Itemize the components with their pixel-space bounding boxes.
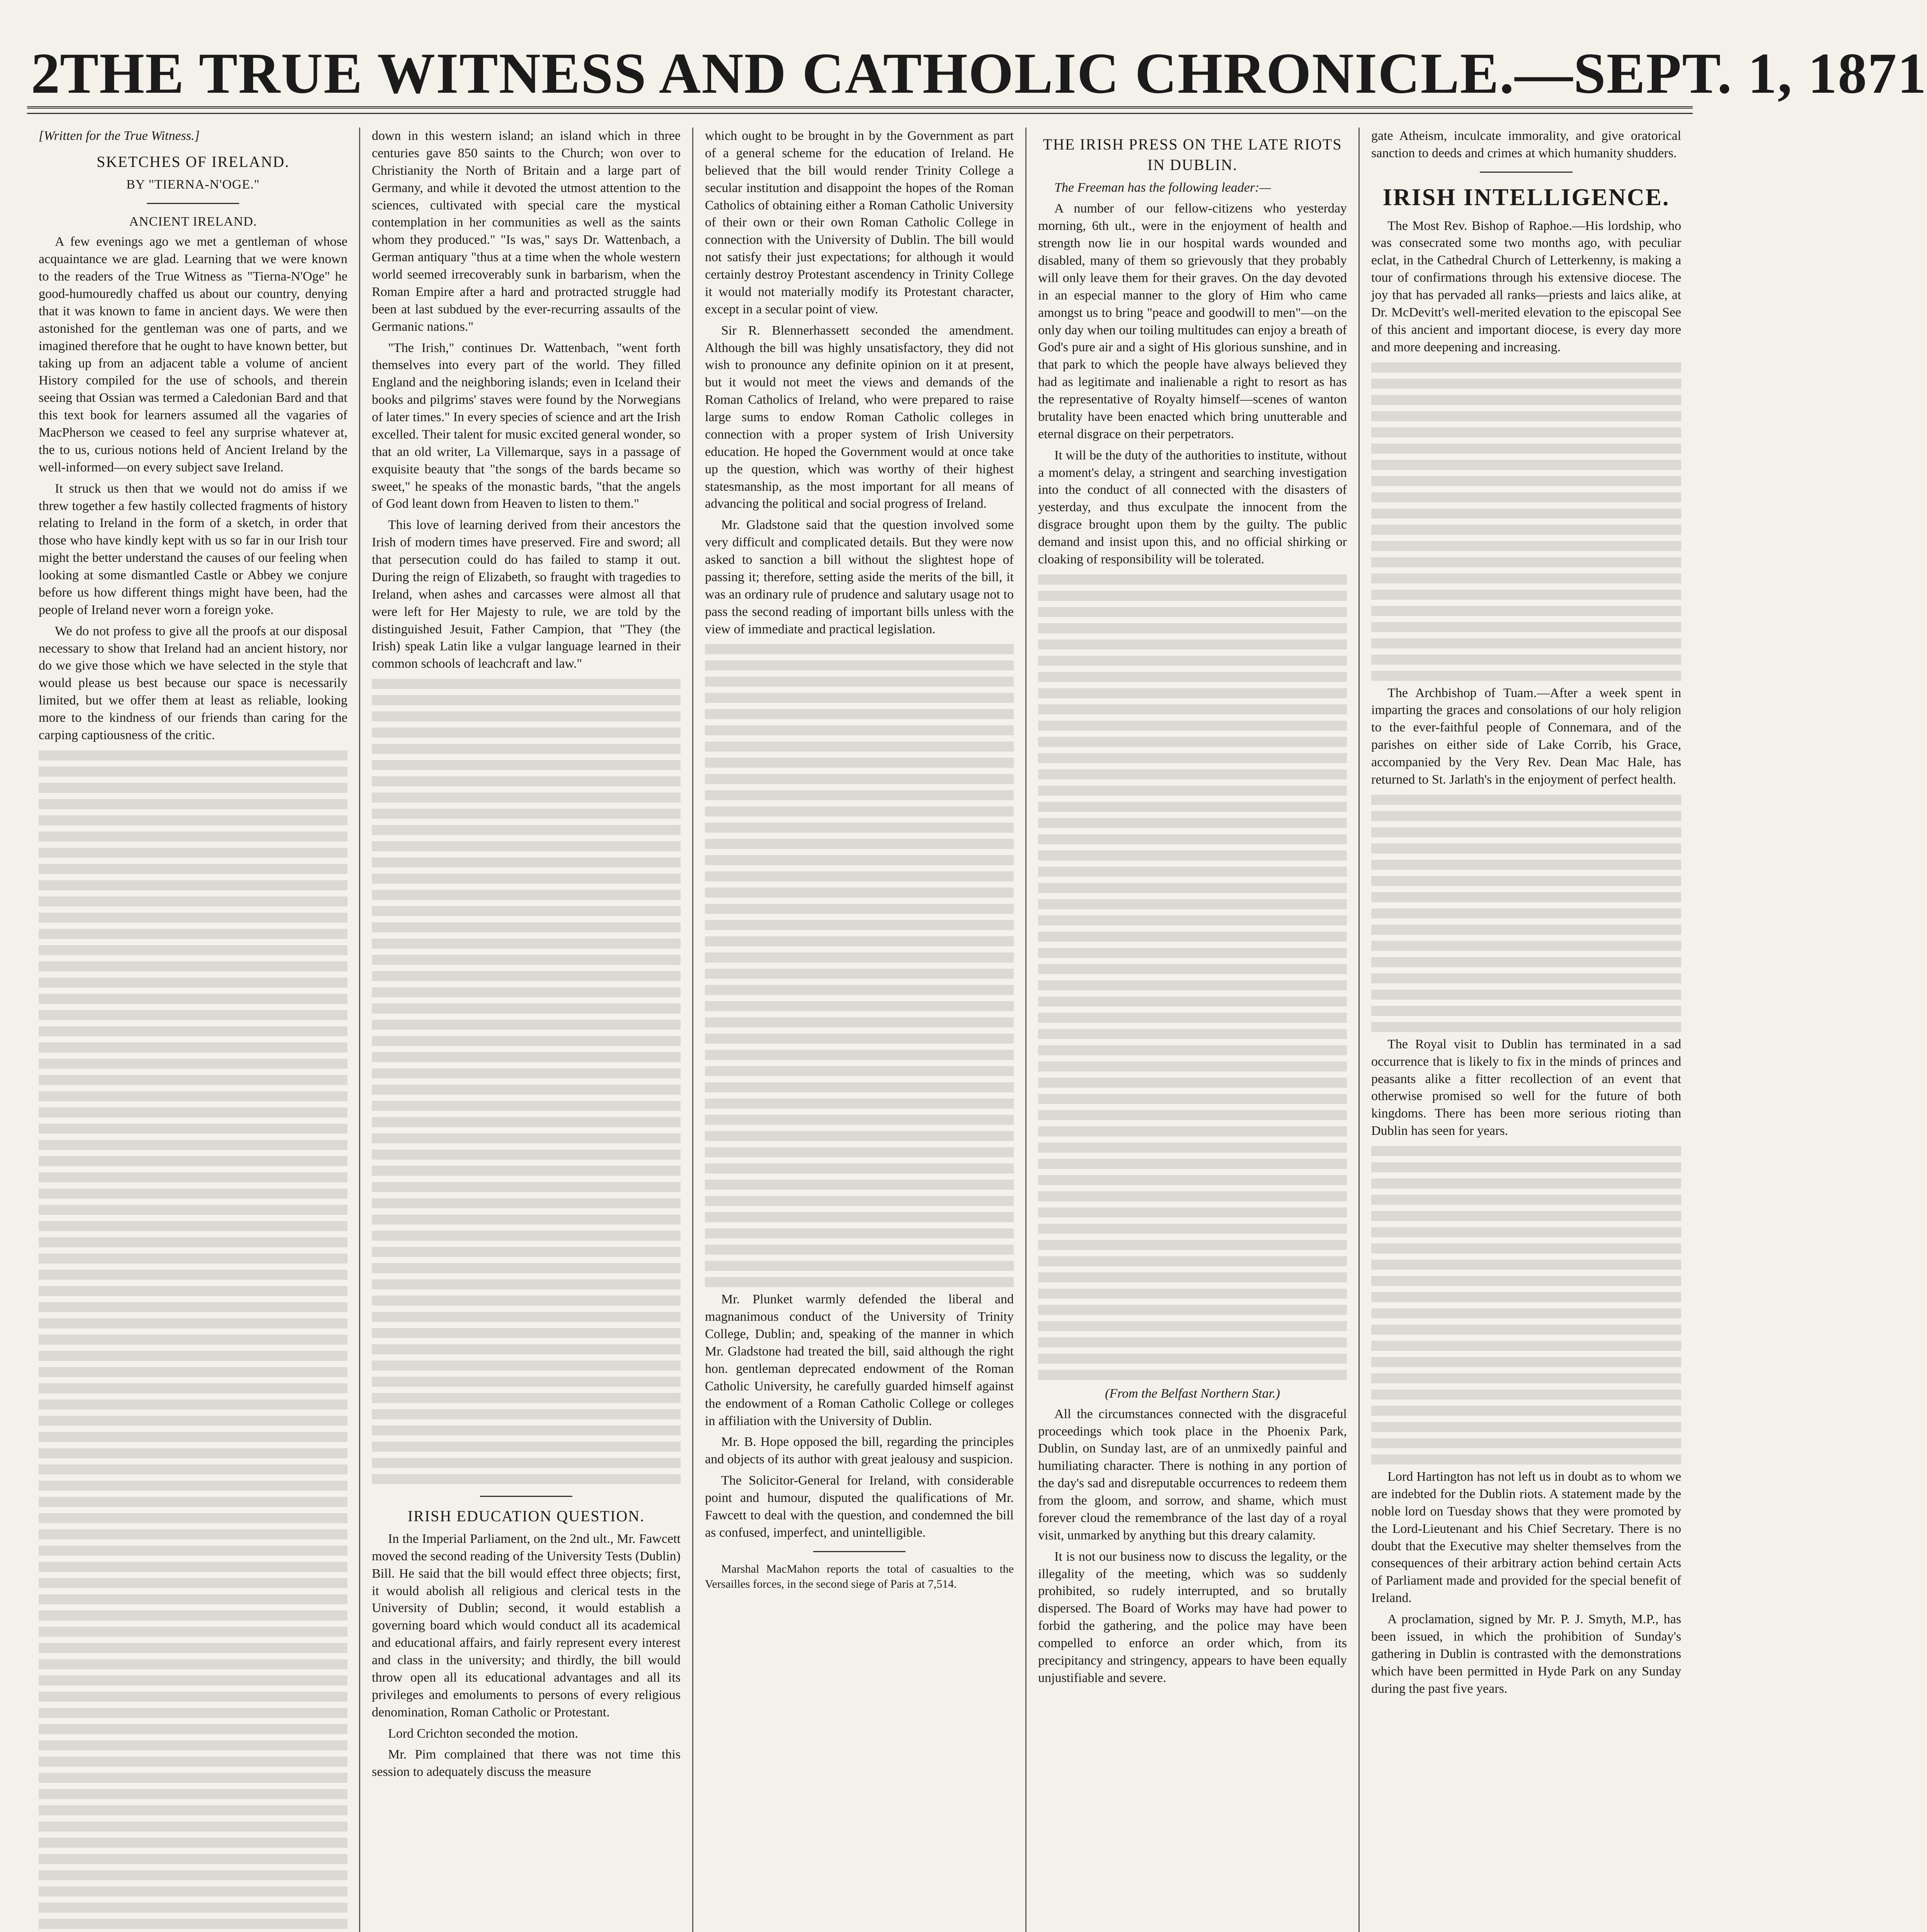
column-4 [1026,128,1360,1932]
paragraph: Sir R. Blennerhassett seconded the amendment. Although the bill was highly unsatisfactory, they did not wish to pronounce any definite opinion on it at present, but it would not meet the views and demands of the Roman Catholics of Ireland, who were prepared to raise large sums to endow Roman Catholic colleges in connection with a proper system of Irish University education. He hoped the Government would at once take up the question, which was worthy of their highest statesmanship, as the most important for all means of advancing the political and social progress of Ireland. [705,323,1014,511]
article-subheadline: ANCIENT IRELAND. [129,214,257,229]
masthead [27,41,1927,109]
article-credit: [Written for the True Witness.] [39,129,200,143]
paragraph: The Freeman has the following leader:— [1054,180,1271,195]
paragraph: The Archbishop of Tuam.—After a week spent in imparting the graces and consolations of our holy religion to the ever-faithful people of Connemara, and of the parishes on either side of Lake Corrib, his Grace, accompanied by the Very Rev. Dean Mac Hale, has returned to St. Jarlath's in the enjoyment of perfect health. [1371,685,1681,787]
paragraph: "The Irish," continues Dr. Wattenbach, "went forth themselves into every part of the world. They filled England and the neighboring islands; even in Iceland their books and pilgrims' staves were found by the Norwegians of later times." In every species of science and art the Irish excelled. Their talent for music excited general wonder, so that an old writer, La Villemarque, says in a passage of exquisite beauty that "the songs of the bards became so sweet," he speaks of the monastic bards, "that the angels of God leant down from Heaven to listen to them." [372,340,681,511]
continued-text [1038,572,1347,1382]
paragraph: We do not profess to give all the proofs at our disposal necessary to show that Ireland had an ancient history, nor do we give those which we have selected in the style that would please us best because our space is necessarily limited, but we offer them at least as reliable, looking more to the kindness of our friends than caring for the carping captiousness of the critic. [39,624,347,742]
newspaper-title: THE TRUE WITNESS AND CATHOLIC CHRONICLE.—SEPT. 1, 1871 [60,41,1927,105]
paragraph: Mr. Pim complained that there was not time this session to adequately discuss the measure [372,1747,681,1779]
column-1 [27,128,360,1932]
section-headline: IRISH INTELLIGENCE. [1382,184,1670,211]
paragraph: It is not our business now to discuss the legality, or the illegality of the meeting, which was so suddenly prohibited, so rudely interrupted, and so brutally dispersed. The Board of Works may have had power to forbid the gathering, and the police may have been compelled to enforce an order which, from its precipitancy and stringency, appears to have been equally unjustifiable and severe. [1038,1549,1347,1685]
continued-text [1371,360,1681,683]
paragraph: In the Imperial Parliament, on the 2nd ult., Mr. Fawcett moved the second reading of the University Tests (Dublin) Bill. He said that the bill would effect three objects; first, it would abolish all religious and clerical tests in the University of Dublin; second, it would establish a governing board which would conduct all its academical and educational affairs, and fairly represent every interest and class in the university; and thirdly, the bill would throw open all its educational advantages and all its privileges and emoluments to persons of every religious denomination, Roman Catholic or Protestant. [372,1531,681,1719]
continued-text [39,748,347,1932]
divider [813,1551,906,1552]
paragraph: A few evenings ago we met a gentleman of whose acquaintance we are glad. Learning that we were known to the readers of the True Witness as "Tierna-N'Oge" he good-humouredly chaffed us about our country, denying that it was known to fame in ancient days. We were then astonished for the gentleman was one of parts, and we imagined therefore that he ought to have known better, but taking up from an adjacent table a volume of ancient History compiled for the use of schools, and therein seeing that Ossian was termed a Caledonian Bard and that this text book for learners assumed all the vagaries of MacPherson we ceased to feel any surprise whatever at, the to us, curious notions held of Ancient Ireland by the well-informed—on every subject save Ireland. [39,235,347,474]
paragraph: This love of learning derived from their ancestors the Irish of modern times have preserved. Fire and sword; all that persecution could do has failed to stamp it out. During the reign of Elizabeth, so fraught with tragedies to Ireland, when ashes and carcasses were almost all that were left for Her Majesty to rule, we are told by the distinguished Jesuit, Father Campion, that "They (the Irish) speak Latin like a vulgar language learned in their common schools of leachcraft and law." [372,518,681,671]
paragraph: Lord Crichton seconded the motion. [388,1726,578,1741]
column-3 [693,128,1026,1932]
paragraph: Mr. B. Hope opposed the bill, regarding the principles and objects of its author with great jealousy and suspicion. [705,1435,1014,1467]
continued-text [1371,1144,1681,1467]
paragraph: which ought to be brought in by the Government as part of a general scheme for the education of Ireland. He believed that the bill would render Trinity College a secular institution and disappoint the hopes of the Roman Catholics of obtaining either a Roman Catholic University of their own or their own Roman Catholic College in connection with the University of Dublin. The bill would not satisfy their just expectations; for although it would certainly destroy Protestant ascendency in Trinity College it would not materially modify its Protestant character, except in a secular point of view. [705,129,1014,316]
paragraph: down in this western island; an island which in three centuries gave 850 saints to the Church; won over to Christianity the North of Britain and a large part of Germany, and while it devoted the utmost attention to the sciences, cultivated with special care the mystical contemplation in her communities as well as the saints whom they produced." "Is was," says Dr. Wattenbach, a German antiquary "thus at a time when the whole western world seemed irrecoverably sunk in barbarism, when the Roman Empire after a hard and protracted struggle had been at last subdued by the ever-recurring assaults of the Germanic nations." [372,129,681,334]
paragraph: The Most Rev. Bishop of Raphoe.—His lordship, who was consecrated some two months ago, with peculiar eclat, in the Cathedral Church of Letterkenny, is making a tour of confirmations through his extensive diocese. The joy that has pervaded all ranks—priests and laics alike, at Dr. McDevitt's well-merited elevation to the episcopal See of this ancient and important diocese, is every day more and more deepening and increasing. [1371,218,1681,354]
paragraph: Mr. Gladstone said that the question involved some very difficult and complicated details. But they were now asked to sanction a bill without the slightest hope of passing it; therefore, setting aside the merits of the bill, it was an ordinary rule of prudence and salutary usage not to pass the second reading of important bills unless with the view of immediate and practical legislation. [705,518,1014,636]
continued-text [1371,793,1681,1034]
paragraph: The Royal visit to Dublin has terminated in a sad occurrence that is likely to fix in the minds of princes and peasants alike a fitter recollection of an event that otherwise promised so well for the future of both kingdoms. There has been more serious rioting than Dublin has seen for years. [1371,1037,1681,1138]
article-headline: SKETCHES OF IRELAND. [97,153,289,170]
article-byline: BY "TIERNA-N'OGE." [126,177,260,192]
paragraph: Lord Hartington has not left us in doubt as to whom we are indebted for the Dublin riots. A statement made by the noble lord on Tuesday shows that they were promoted by the Lord-Lieutenant and his Chief Secretary. There is no doubt that the Executive may shelter themselves from the consequences of their arbitrary action behind certain Acts of Parliament made and provided for the special benefit of Ireland. [1371,1469,1681,1605]
article-columns [27,128,1693,1932]
page-number: 2 [31,41,60,105]
paragraph: It struck us then that we would not do amiss if we threw together a few hastily collected fragments of history relating to Ireland in the form of a sketch, in order that those who have kindly kept with us so far in our Irish tour might the better understand the causes of our feeling when looking at some dismantled Castle or Abbey we conjure before us how different things might have been, had the people of Ireland never worn a foreign yoke. [39,481,347,617]
paragraph: A number of our fellow-citizens who yesterday morning, 6th ult., were in the enjoyment of health and strength now lie in our hospital wards wounded and disabled, many of them so grievously that they probably will only leave them for their graves. On the day devoted in an especial manner to the glory of Him who came amongst us to bring "peace and goodwill to men"—on the only day when our toiling multitudes can enjoy a breath of God's pure air and a sight of His glorious sunshine, and in that park to which the people have always believed they had as legitimate and inalienable a right to resort as has the representative of Royalty himself—scenes of wanton brutality have been enacted which bring unutterable and eternal disgrace on their perpetrators. [1038,201,1347,441]
paragraph: gate Atheism, inculcate immorality, and give oratorical sanction to deeds and crimes at which humanity shudders. [1371,129,1681,160]
continued-text [372,677,681,1486]
paragraph: All the circumstances connected with the disgraceful proceedings which took place in the Phoenix Park, Dublin, on Sunday last, are of an unmixedly painful and humiliating character. There is nothing in any portion of the day's sad and disreputable occurrences to redeem them from the gloom, and sorrow, and shame, which must forever cloud the remembrance of the last day of a royal visit, unmarked by anything but this dreary calamity. [1038,1406,1347,1543]
divider [480,1496,573,1497]
paragraph: The Solicitor-General for Ireland, with considerable point and humour, disputed the qualifications of Mr. Fawcett to deal with the question, and condemned the bill as confused, imperfect, and unintelligible. [705,1473,1014,1540]
column-5 [1360,128,1693,1932]
section-headline: IRISH EDUCATION QUESTION. [407,1507,645,1525]
paragraph: It will be the duty of the authorities to institute, without a moment's delay, a stringent and searching investigation into the conduct of all connected with the disasters of yesterday, and thus exculpate the innocent from the disgrace brought upon them by the guilty. The public demand and insist upon this, and no official shirking or cloaking of responsibility will be tolerated. [1038,448,1347,566]
column-2 [360,128,693,1932]
divider [1480,172,1573,173]
masthead-rule [27,113,1693,114]
source-credit: (From the Belfast Northern Star.) [1105,1386,1280,1401]
paragraph: A proclamation, signed by Mr. P. J. Smyth, M.P., has been issued, in which the prohibition of Sunday's gathering in Dublin is contrasted with the demonstrations which have been permitted in Hyde Park on any Sunday during the past five years. [1371,1612,1681,1696]
continued-text [705,642,1014,1289]
footnote: Marshal MacMahon reports the total of casualties to the Versailles forces, in the second siege of Paris at 7,514. [705,1562,1014,1591]
paragraph: Mr. Plunket warmly defended the liberal and magnanimous conduct of the University of Trinity College, Dublin; and, speaking of the manner in which Mr. Gladstone had treated the bill, said although the right hon. gentleman deprecated endowment of the Roman Catholic University, he carefully guarded himself against the endowment of a Roman Catholic College or colleges in affiliation with the University of Dublin. [705,1292,1014,1428]
divider [147,203,240,204]
section-headline: THE IRISH PRESS ON THE LATE RIOTS IN DUBLIN. [1043,136,1342,173]
